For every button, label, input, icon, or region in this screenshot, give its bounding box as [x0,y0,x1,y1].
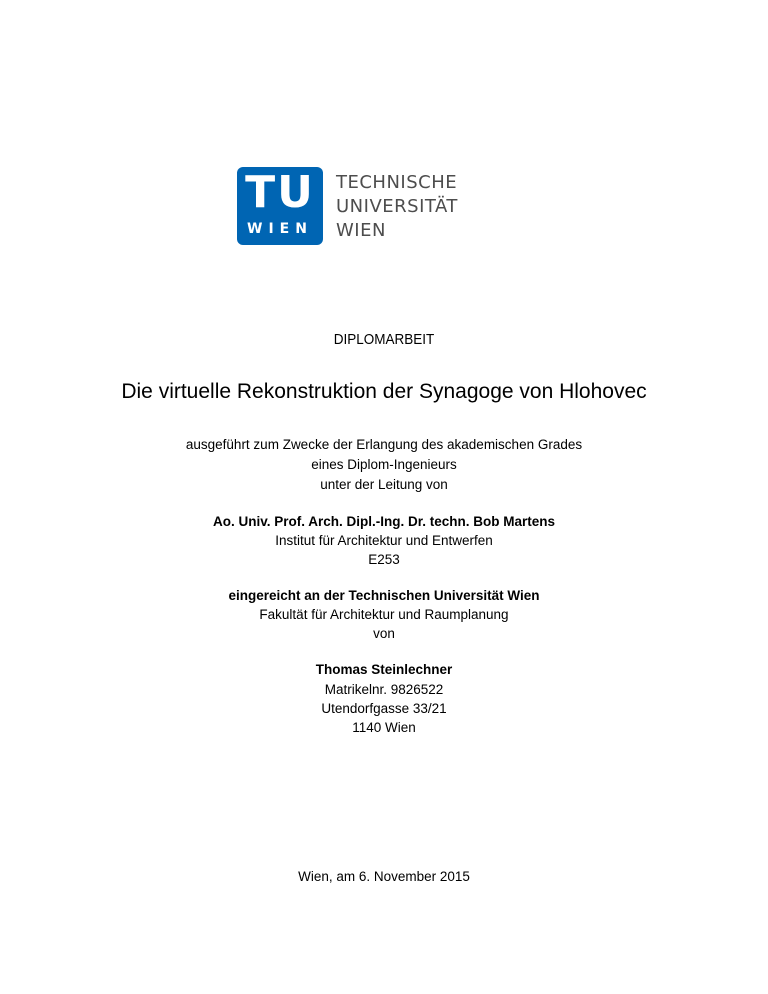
logo-mark-wien-text: WIEN [247,221,313,237]
author-name: Thomas Steinlechner [315,662,453,677]
place-date: Wien, am 6. November 2015 [298,869,470,884]
supervisor-name: Ao. Univ. Prof. Arch. Dipl.-Ing. Dr. techn. Bob Martens [212,514,556,529]
author-matrikel: Matrikelnr. 9826522 [324,682,444,697]
purpose-line-1: ausgeführt zum Zwecke der Erlangung des akademischen Grades [185,437,583,452]
document-type: DIPLOMARBEIT [333,331,435,348]
logo-text-line-3: WIEN [336,220,386,241]
purpose-line-3: unter der Leitung von [320,477,448,492]
by-label: von [373,626,395,641]
institute-code: E253 [368,552,400,567]
thesis-title: Die virtuelle Rekonstruktion der Synagoge von Hlohovec [121,380,647,403]
tu-wien-logo [237,167,477,247]
author-city: 1140 Wien [352,720,416,735]
faculty: Fakultät für Architektur und Raumplanung [259,607,509,622]
tu-logo-mark [237,167,323,245]
logo-text-line-1: TECHNISCHE [336,172,458,193]
supervisor-institute: Institut für Architektur und Entwerfen [275,533,493,548]
purpose-line-2: eines Diplom-Ingenieurs [311,457,457,472]
logo-mark-tu-text: TU [245,167,315,218]
submission-line: eingereicht an der Technischen Universität Wien [228,588,540,603]
logo-wordmark [336,171,458,243]
logo-text-line-2: UNIVERSITÄT [336,196,458,217]
author-street: Utendorfgasse 33/21 [321,701,447,716]
